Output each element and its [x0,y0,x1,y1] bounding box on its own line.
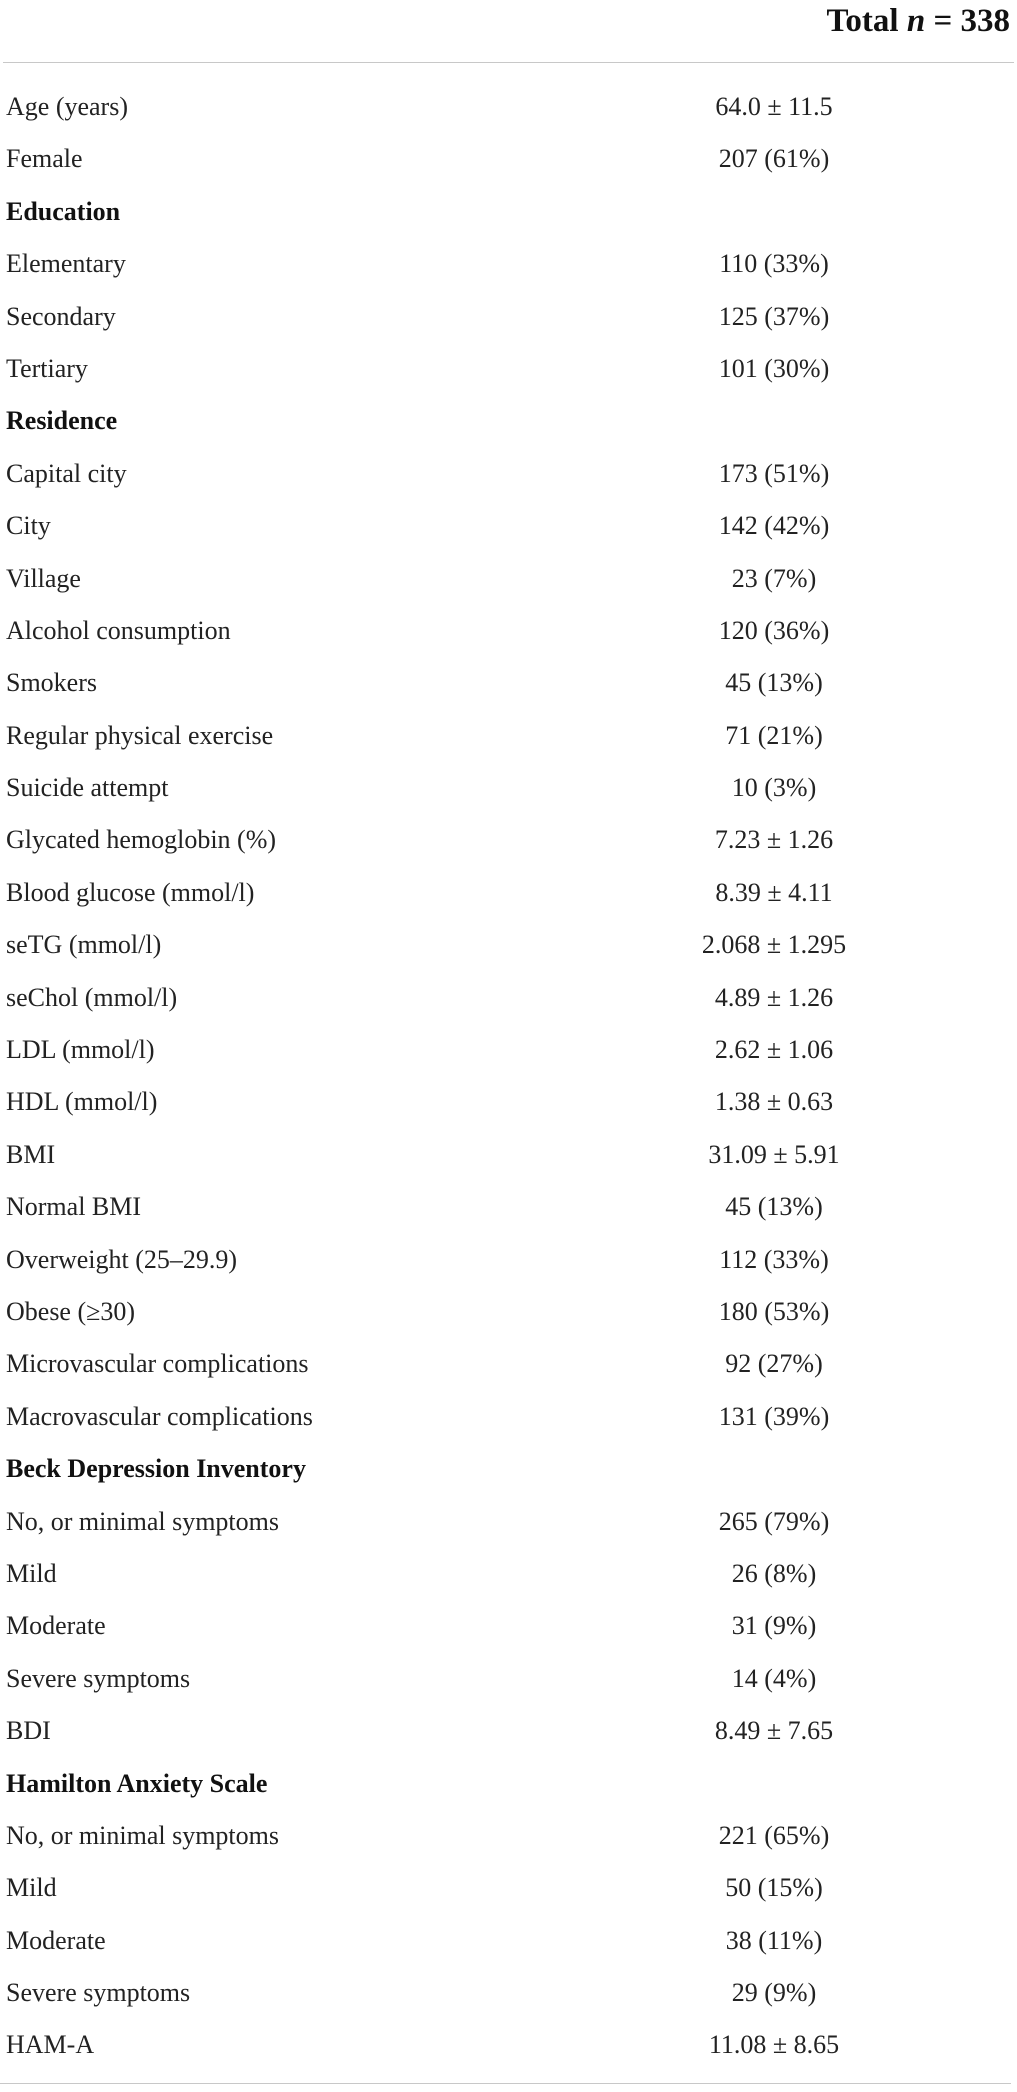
table-row [3,1340,1014,1392]
row-label: No, or minimal symptoms [6,1506,279,1536]
row-label: Secondary [6,301,116,331]
row-label: Normal BMI [6,1192,142,1222]
section-label: Residence [6,406,118,436]
row-label: Age (years) [6,92,128,121]
table-row [3,1917,1014,1969]
section-label: Education [6,196,121,226]
row-value: 142 (42%) [718,511,830,541]
row-value: 31 (9%) [731,1611,817,1641]
row-value: 131 (39%) [718,1401,830,1431]
row-label: Tertiary [6,353,88,383]
table-row [3,1969,1014,2021]
row-value: 180 (53%) [718,1296,830,1326]
row-value: 112 (33%) [719,1244,829,1274]
table-row [3,1131,1014,1183]
table-row [3,1602,1014,1654]
table-row [3,1707,1014,1759]
row-value: 7.23 ± 1.26 [714,825,834,855]
row-label: Elementary [6,249,126,279]
row-label: Glycated hemoglobin (%) [6,825,277,855]
row-value: 92 (27%) [725,1349,823,1379]
row-label: No, or minimal symptoms [6,1820,279,1850]
table-row [3,2021,1014,2073]
table-row [3,83,1014,135]
row-value: 207 (61%) [718,144,830,174]
row-value: 1.38 ± 0.63 [714,1087,834,1117]
table-row [3,816,1014,868]
row-label: Severe symptoms [6,1663,191,1693]
table-row [3,764,1014,816]
table-body [3,63,1014,2074]
table-row [3,1183,1014,1235]
total-column-header [826,0,1010,62]
section-label: Beck Depression Inventory [6,1454,306,1484]
table-row [3,869,1014,921]
table-row [3,240,1014,292]
table-row [3,712,1014,764]
row-value: 221 (65%) [718,1820,830,1850]
row-label: HDL (mmol/l) [6,1087,158,1117]
row-value: 29 (9%) [731,1978,817,2008]
table-header [3,0,1014,63]
table-row [3,607,1014,659]
row-value: 101 (30%) [718,353,830,383]
row-label: Mild [6,1558,57,1588]
row-label: Regular physical exercise [6,720,274,750]
table-row [3,974,1014,1026]
row-label: seChol (mmol/l) [6,982,178,1012]
row-label: Mild [6,1873,57,1903]
row-value: 265 (79%) [718,1506,830,1536]
section-label: Hamilton Anxiety Scale [6,1768,268,1798]
row-value: 8.49 ± 7.65 [714,1716,834,1746]
row-value: 31.09 ± 5.91 [708,1139,840,1169]
table-row [3,1655,1014,1707]
section-header-row [3,1445,1014,1497]
table-row [3,1550,1014,1602]
total-column-prefix: Total [826,3,907,39]
table-row [3,1026,1014,1078]
table-row [3,921,1014,973]
row-value: 50 (15%) [725,1873,823,1903]
row-value: 2.62 ± 1.06 [714,1035,834,1065]
table-row [3,502,1014,554]
table-row [3,1498,1014,1550]
row-label: LDL (mmol/l) [6,1035,155,1065]
row-value: 14 (4%) [731,1663,817,1693]
table-row [3,135,1014,187]
row-value: 45 (13%) [725,668,823,698]
row-value: 4.89 ± 1.26 [714,982,834,1012]
row-label: Moderate [6,1925,106,1955]
total-column-n: n [906,3,926,39]
row-label: seTG (mmol/l) [6,930,162,960]
row-value: 11.08 ± 8.65 [708,2030,840,2060]
total-column-suffix: = 338 [925,3,1010,39]
bottom-rule [0,2083,1011,2084]
row-value: 8.39 ± 4.11 [715,877,833,907]
table-row [3,345,1014,397]
row-label: Blood glucose (mmol/l) [6,877,255,907]
row-value: 38 (11%) [725,1925,823,1955]
row-label: Microvascular complications [6,1349,309,1379]
row-label: Capital city [6,458,127,488]
table-row [3,1812,1014,1864]
row-label: Obese (≥30) [6,1296,136,1326]
table-row [3,1393,1014,1445]
row-label: Suicide attempt [6,773,169,803]
table-row [3,1078,1014,1130]
row-value: 26 (8%) [731,1558,817,1588]
table-row [3,555,1014,607]
row-value: 71 (21%) [725,720,823,750]
table-row [3,1864,1014,1916]
section-header-row [3,1760,1014,1812]
row-value: 64.0 ± 11.5 [715,92,833,121]
row-label: City [6,511,51,541]
table-row [3,293,1014,345]
row-label: Female [6,144,83,174]
row-label: Moderate [6,1611,106,1641]
row-value: 23 (7%) [731,563,817,593]
row-value: 173 (51%) [718,458,830,488]
table-row [3,450,1014,502]
row-label: Overweight (25–29.9) [6,1244,238,1274]
row-label: HAM-A [6,2030,95,2060]
section-header-row [3,397,1014,449]
row-label: BDI [6,1716,51,1746]
table-row [3,1236,1014,1288]
section-header-row [3,188,1014,240]
row-value: 110 (33%) [719,249,829,279]
row-label: Severe symptoms [6,1978,191,2008]
row-label: Alcohol consumption [6,615,231,645]
row-value: 45 (13%) [725,1192,823,1222]
table-row [3,659,1014,711]
table-row [3,1288,1014,1340]
row-label: Village [6,563,81,593]
row-label: Smokers [6,668,97,698]
row-value: 120 (36%) [718,615,830,645]
row-label: Macrovascular complications [6,1401,313,1431]
characteristics-table [3,0,1014,2074]
row-value: 10 (3%) [731,773,817,803]
row-value: 2.068 ± 1.295 [701,930,847,960]
row-label: BMI [6,1139,56,1169]
row-value: 125 (37%) [718,301,830,331]
